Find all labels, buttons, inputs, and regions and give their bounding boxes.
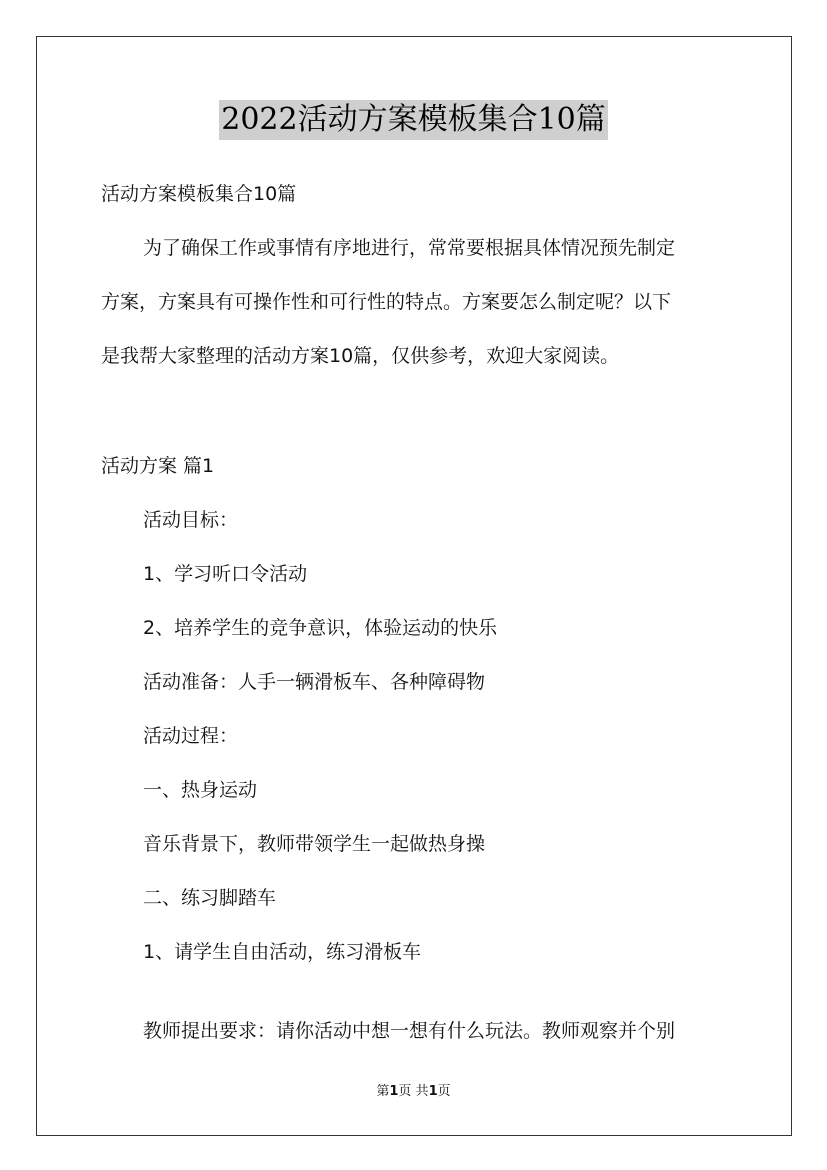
body-line: 二、练习脚踏车 [143, 887, 277, 909]
page-footer [0, 1083, 827, 1101]
footer-page-number: 1 [389, 1084, 399, 1099]
body-line: 2、培养学生的竞争意识，体验运动的快乐 [143, 617, 498, 639]
title-container [0, 100, 827, 140]
footer-prefix: 第 [376, 1084, 390, 1099]
document-title: 2022活动方案模板集合10篇 [219, 100, 608, 140]
body-line: 音乐背景下，教师带领学生一起做热身操 [143, 833, 486, 855]
body-line: 活动准备：人手一辆滑板车、各种障碍物 [143, 671, 486, 693]
footer-suffix: 页 [437, 1084, 451, 1099]
body-line: 1、学习听口令活动 [143, 563, 308, 585]
intro-line-2: 方案，方案具有可操作性和可行性的特点。方案要怎么制定呢？以下 [101, 291, 672, 313]
footer-middle: 页 共 [398, 1084, 429, 1099]
intro-line-3: 是我帮大家整理的活动方案10篇，仅供参考，欢迎大家阅读。 [101, 345, 620, 367]
body-line: 教师提出要求：请你活动中想一想有什么玩法。教师观察并个别 [143, 1020, 676, 1042]
body-line: 1、请学生自由活动，练习滑板车 [143, 941, 422, 963]
document-subtitle: 活动方案模板集合10篇 [101, 183, 297, 205]
body-line: 活动目标： [143, 509, 239, 531]
intro-line-1: 为了确保工作或事情有序地进行，常常要根据具体情况预先制定 [143, 237, 676, 259]
body-line: 活动过程： [143, 725, 239, 747]
body-line: 一、热身运动 [143, 779, 258, 801]
section-heading: 活动方案 篇1 [101, 455, 215, 477]
footer-total-pages: 1 [428, 1084, 438, 1099]
